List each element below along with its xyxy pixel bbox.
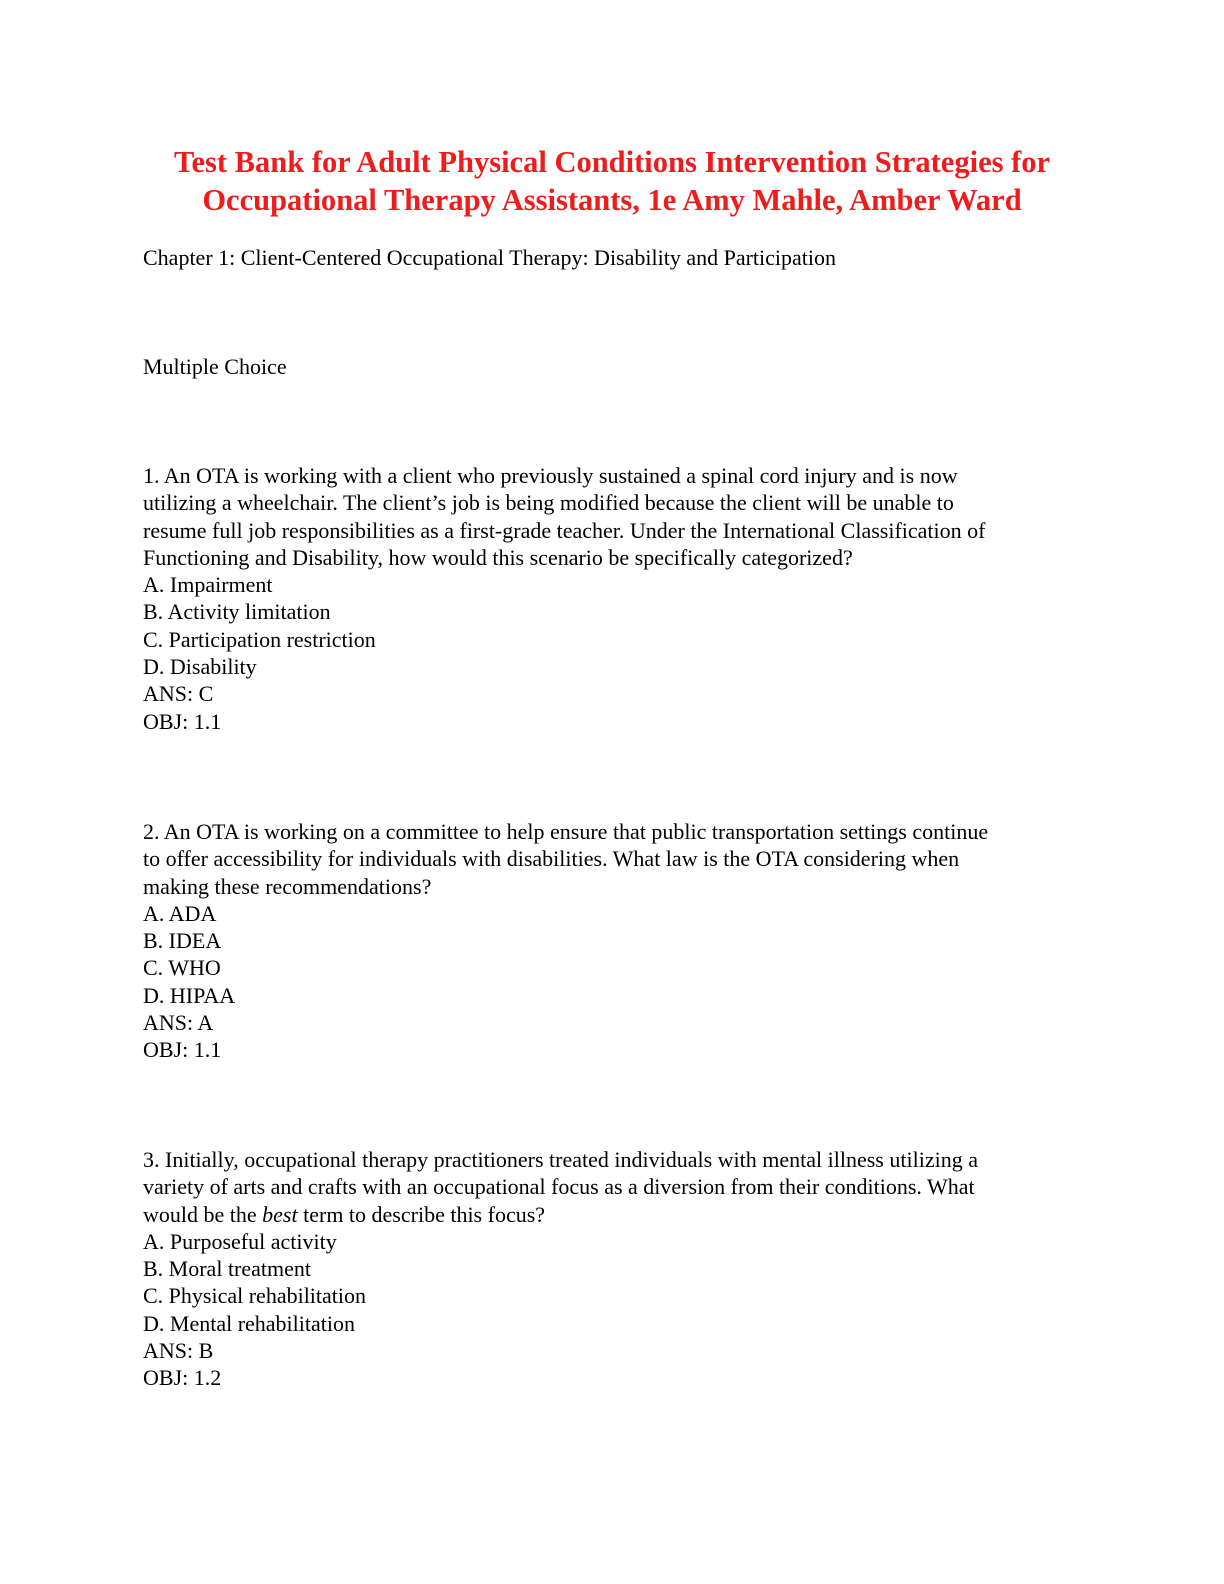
title-line-2: Occupational Therapy Assistants, 1e Amy Mahle, Amber Ward <box>202 183 1022 217</box>
question-1 <box>143 462 1083 735</box>
question-2-option-a: A. ADA <box>143 900 217 926</box>
question-3-option-c: C. Physical rehabilitation <box>143 1283 367 1309</box>
question-1-objective: OBJ: 1.1 <box>143 708 222 734</box>
title-line-1: Test Bank for Adult Physical Conditions Intervention Strategies for <box>173 145 1051 179</box>
question-1-answer: ANS: C <box>143 681 214 707</box>
question-2-stem-line-3: making these recommendations? <box>143 873 432 899</box>
question-1-stem-line-3: resume full job responsibilities as a first-grade teacher. Under the International Classification of <box>143 517 986 543</box>
question-3-stem-line-1: 3. Initially, occupational therapy practitioners treated individuals with mental illness utilizing a <box>143 1147 978 1172</box>
question-1-option-c: C. Participation restriction <box>143 626 376 652</box>
question-1-option-d: D. Disability <box>143 654 257 680</box>
question-1-stem-line-4: Functioning and Disability, how would this scenario be specifically categorized? <box>143 544 853 570</box>
question-2-answer: ANS: A <box>143 1010 214 1036</box>
question-1-stem-line-1: 1. An OTA is working with a client who previously sustained a spinal cord injury and is now <box>143 463 958 488</box>
question-1-stem-line-2: utilizing a wheelchair. The client’s job is being modified because the client will be unable to <box>143 490 954 516</box>
question-3-option-a: A. Purposeful activity <box>143 1228 337 1254</box>
question-3 <box>143 1146 1083 1392</box>
question-2-stem-line-1: 2. An OTA is working on a committee to help ensure that public transportation settings continue <box>143 819 989 844</box>
question-3-option-d: D. Mental rehabilitation <box>143 1310 355 1336</box>
question-3-stem-line-3-before: would be the <box>143 1201 263 1227</box>
question-1-option-b: B. Activity limitation <box>143 599 331 625</box>
question-2-stem-line-2: to offer accessibility for individuals with disabilities. What law is the OTA considering when <box>143 846 960 872</box>
question-2-option-d: D. HIPAA <box>143 982 236 1008</box>
question-3-objective: OBJ: 1.2 <box>143 1365 222 1391</box>
document-title <box>100 143 1124 219</box>
question-2-option-c: C. WHO <box>143 955 221 981</box>
question-3-option-b: B. Moral treatment <box>143 1256 312 1282</box>
question-3-stem-line-2: variety of arts and crafts with an occupational focus as a diversion from their conditions. What <box>143 1174 975 1200</box>
question-1-option-a: A. Impairment <box>143 572 273 598</box>
question-3-stem-emphasis: best <box>262 1201 298 1227</box>
chapter-heading: Chapter 1: Client-Centered Occupational Therapy: Disability and Participation <box>143 245 837 270</box>
question-2 <box>143 818 1083 1064</box>
section-heading: Multiple Choice <box>143 354 287 379</box>
question-3-stem-line-3 <box>143 1201 1083 1228</box>
question-2-option-b: B. IDEA <box>143 928 222 954</box>
question-3-stem-line-3-after: term to describe this focus? <box>297 1201 546 1227</box>
question-2-objective: OBJ: 1.1 <box>143 1037 222 1063</box>
question-3-answer: ANS: B <box>143 1338 214 1364</box>
